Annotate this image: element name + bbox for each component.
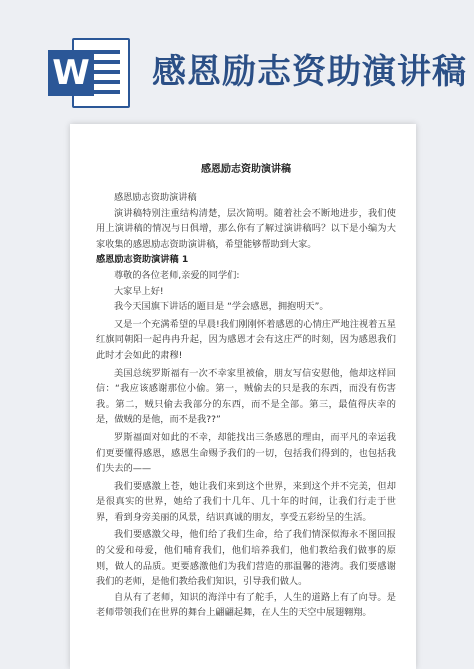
document-subtitle: 感恩励志资助演讲稿 (114, 192, 197, 203)
salutation: 尊敬的各位老师,亲爱的同学们: (114, 269, 240, 281)
word-badge: W (48, 50, 94, 96)
paragraph: 美国总统罗斯福有一次不幸家里被偷，朋友写信安慰他，他却这样回信：“我应该感谢那位小偷。第一，贼偷去的只是我的东西，而没有伤害我。第二，贼只偷去我部分的东西，而不是全部。第三，最值得庆幸的是，做贼的是他，而不是我??” (96, 367, 396, 426)
document-body (96, 162, 396, 621)
section-heading: 感恩励志资助演讲稿 1 (96, 254, 189, 266)
document-title: 感恩励志资助演讲稿 (201, 164, 291, 175)
paragraph: 罗斯福面对如此的不幸，却能找出三条感恩的理由，而平凡的幸运我们更要懂得感恩，感恩生命赐予我们的一切，包括我们得到的，也包括我们失去的—— (96, 431, 396, 475)
paragraph: 自从有了老师，知识的海洋中有了舵手，人生的道路上有了向导。是老师带领我们在世界的舞台上翩翩起舞，在人生的天空中展翅翱翔。 (96, 591, 396, 619)
banner-title: 感恩励志资助演讲稿 (152, 52, 467, 92)
paragraph: 我们要感激父母，他们给了我们生命，给了我们情深似海永不图回报的父爱和母爱，他们哺育我们，他们培养我们，他们教给我们做事的原则，做人的品质。更要感激他们为我们营造的那温馨的港湾。我们要感谢我们的老师，是他们教给我们知识，引导我们做人。 (96, 529, 396, 588)
greeting: 大家早上好! (114, 285, 164, 297)
banner (0, 0, 474, 122)
paragraph: 又是一个充满希望的早晨!我们刚刚怀着感恩的心情庄严地注视着五星红旗同朝阳一起冉冉升起，因为感恩才会有这庄严的时刻，因为感恩我们此时才会如此的肃穆! (96, 318, 396, 361)
document-page (70, 124, 416, 669)
paragraph: 我们要感激上苍，她让我们来到这个世界，来到这个并不完美，但却是很真实的世界，她给了我们十几年、几十年的时间，让我们行走于世界，看到身旁美丽的风景，结识真诚的朋友，享受五彩纷呈的生活。 (96, 480, 396, 523)
intro-paragraph: 演讲稿特别注重结构清楚，层次简明。随着社会不断地进步，我们使用上演讲稿的情况与日俱增，那么你有了解过演讲稿吗？以下是小编为大家收集的感恩励志资助演讲稿，希望能够帮助到大家。 (96, 207, 396, 250)
word-document-icon (48, 38, 132, 108)
topic-line: 我今天国旗下讲话的题目是 “学会感恩，拥抱明天”。 (114, 301, 329, 313)
